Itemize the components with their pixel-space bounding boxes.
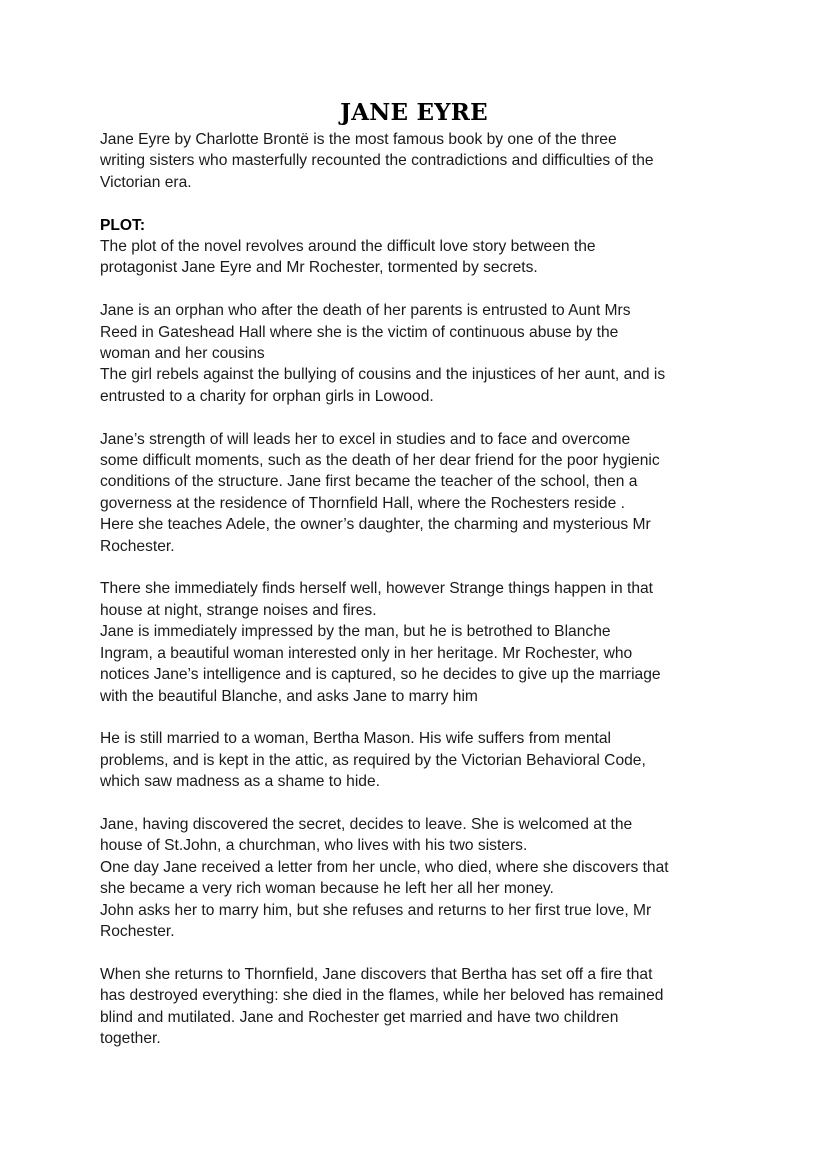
text-line: she became a very rich woman because he left her all her money. xyxy=(100,880,554,898)
text-line: has destroyed everything: she died in the flames, while her beloved has remained xyxy=(100,987,664,1005)
lowood-paragraph xyxy=(100,429,740,557)
text-line: Ingram, a beautiful woman interested only in her heritage. Mr Rochester, who xyxy=(100,644,633,662)
text-line: problems, and is kept in the attic, as required by the Victorian Behavioral Code, xyxy=(100,751,646,769)
text-line: together. xyxy=(100,1029,161,1047)
text-line: He is still married to a woman, Bertha Mason. His wife suffers from mental xyxy=(100,730,612,748)
text-line: Rochester. xyxy=(100,922,175,940)
text-line: blind and mutilated. Jane and Rochester get married and have two children xyxy=(100,1008,619,1026)
text-line: entrusted to a charity for orphan girls in Lowood. xyxy=(100,387,434,405)
orphan-paragraph xyxy=(100,300,740,407)
text-line: protagonist Jane Eyre and Mr Rochester, tormented by secrets. xyxy=(100,259,538,277)
text-line: Jane Eyre by Charlotte Brontë is the most famous book by one of the three xyxy=(100,131,617,148)
text-line: Jane, having discovered the secret, decides to leave. She is welcomed at the xyxy=(100,815,633,833)
text-line: Jane is immediately impressed by the man, but he is betrothed to Blanche xyxy=(100,623,611,641)
text-line: The plot of the novel revolves around the difficult love story between the xyxy=(100,238,596,256)
text-line: John asks her to marry him, but she refuses and returns to her first true love, Mr xyxy=(100,901,652,919)
text-line: Here she teaches Adele, the owner’s daughter, the charming and mysterious Mr xyxy=(100,516,651,534)
text-line: Victorian era. xyxy=(100,173,192,191)
text-line: When she returns to Thornfield, Jane discovers that Bertha has set off a fire that xyxy=(100,965,653,983)
text-line: conditions of the structure. Jane first became the teacher of the school, then a xyxy=(100,473,638,491)
text-line: house of St.John, a churchman, who lives with his two sisters. xyxy=(100,837,528,855)
text-line: writing sisters who masterfully recounted the contradictions and difficulties of the xyxy=(100,152,654,170)
text-line: Jane’s strength of will leads her to excel in studies and to face and overcome xyxy=(100,430,631,448)
text-line: Rochester. xyxy=(100,537,175,555)
intro-paragraph xyxy=(100,129,740,193)
text-line: which saw madness as a shame to hide. xyxy=(100,773,380,791)
text-line: with the beautiful Blanche, and asks Jane to marry him xyxy=(100,687,478,705)
bertha-paragraph xyxy=(100,728,740,792)
stjohn-paragraph xyxy=(100,814,740,942)
document-body xyxy=(100,129,740,1049)
text-line: Reed in Gateshead Hall where she is the victim of continuous abuse by the xyxy=(100,323,619,341)
plot-heading: PLOT: xyxy=(100,216,146,234)
text-line: notices Jane’s intelligence and is captured, so he decides to give up the marriage xyxy=(100,666,661,684)
text-line: some difficult moments, such as the death of her dear friend for the poor hygienic xyxy=(100,452,660,470)
text-line: One day Jane received a letter from her uncle, who died, where she discovers that xyxy=(100,858,669,876)
text-line: Jane is an orphan who after the death of her parents is entrusted to Aunt Mrs xyxy=(100,302,631,320)
ending-paragraph xyxy=(100,964,740,1050)
text-line: The girl rebels against the bullying of cousins and the injustices of her aunt, and is xyxy=(100,366,666,384)
text-line: There she immediately finds herself well, however Strange things happen in that xyxy=(100,580,654,598)
text-line: house at night, strange noises and fires. xyxy=(100,601,377,619)
text-line: woman and her cousins xyxy=(100,345,265,363)
thornfield-paragraph xyxy=(100,578,740,706)
document-title: JANE EYRE xyxy=(340,99,488,126)
text-line: governess at the residence of Thornfield Hall, where the Rochesters reside . xyxy=(100,494,625,512)
plot-paragraph xyxy=(100,215,740,279)
